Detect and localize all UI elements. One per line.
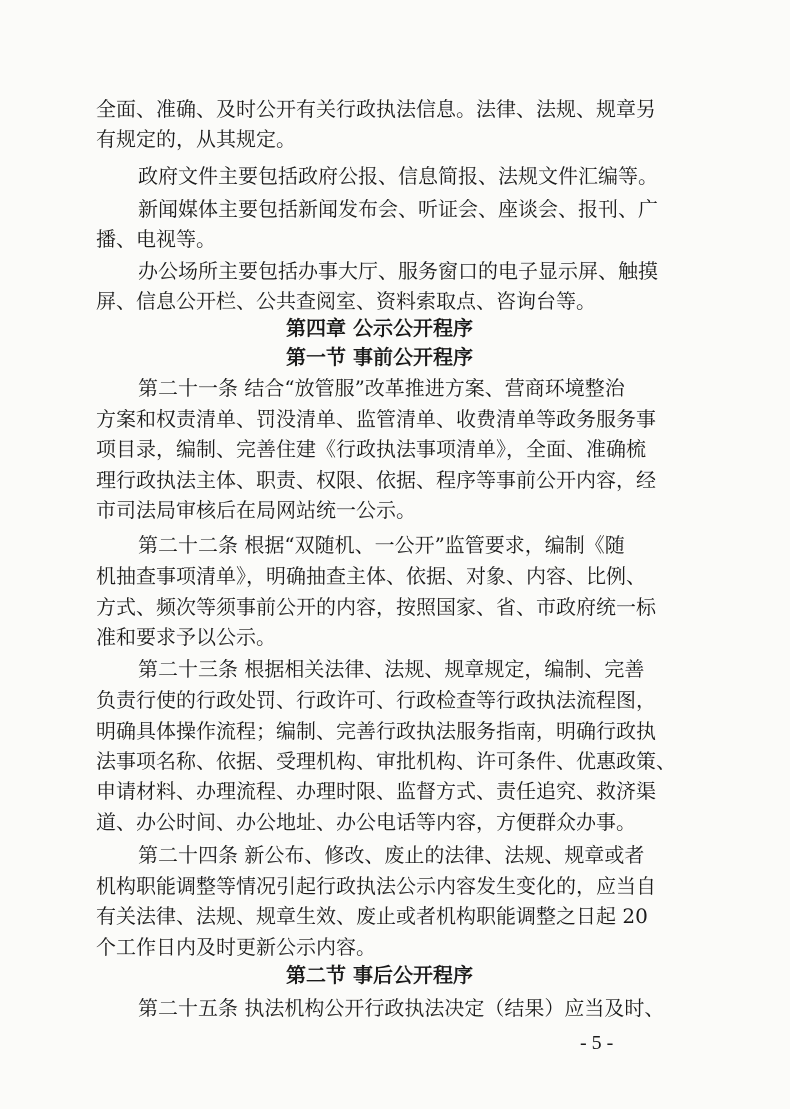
line-text: 方案和权责清单、罚没清单、监管清单、收费清单等政务服务事 xyxy=(96,407,656,431)
text-line xyxy=(0,161,790,191)
text-line xyxy=(0,530,790,560)
text-line xyxy=(0,124,790,154)
line-text: 准和要求予以公示。 xyxy=(96,625,276,649)
chapter-title: 第四章 公示公开程序 xyxy=(286,316,473,340)
line-text: 办公场所主要包括办事大厅、服务窗口的电子显示屏、触摸 xyxy=(138,259,658,283)
line-text: 播、电视等。 xyxy=(96,227,216,251)
line-text: 第二十五条 执法机构公开行政执法决定（结果）应当及时、 xyxy=(138,996,665,1020)
text-line xyxy=(0,746,790,776)
line-text: 有关法律、法规、规章生效、废止或者机构职能调整之日起 20 xyxy=(96,904,648,928)
text-line xyxy=(0,561,790,591)
line-text: 第二十四条 新公布、修改、废止的法律、法规、规章或者 xyxy=(138,843,645,867)
text-line xyxy=(0,901,790,931)
text-line xyxy=(0,716,790,746)
line-text: 个工作日内及时更新公示内容。 xyxy=(96,935,376,959)
text-line xyxy=(0,194,790,224)
section-title: 第二节 事后公开程序 xyxy=(286,963,473,987)
text-line xyxy=(0,932,790,962)
line-text: 申请材料、办理流程、办理时限、监督方式、责任追究、救济渠 xyxy=(96,779,656,803)
line-text: 有规定的，从其规定。 xyxy=(96,127,296,151)
text-line xyxy=(0,871,790,901)
line-text: 明确具体操作流程；编制、完善行政执法服务指南，明确行政执 xyxy=(96,719,656,743)
text-line xyxy=(0,993,790,1023)
page-number: - 5 - xyxy=(580,1032,614,1054)
line-text: 第二十三条 根据相关法律、法规、规章规定，编制、完善 xyxy=(138,657,645,681)
line-text: 法事项名称、依据、受理机构、审批机构、许可条件、优惠政策、 xyxy=(96,749,676,773)
text-line xyxy=(0,495,790,525)
section-title: 第一节 事前公开程序 xyxy=(286,345,473,369)
text-line xyxy=(0,434,790,464)
section-heading xyxy=(0,960,790,990)
line-text: 政府文件主要包括政府公报、信息简报、法规文件汇编等。 xyxy=(138,164,658,188)
line-text: 新闻媒体主要包括新闻发布会、听证会、座谈会、报刊、广 xyxy=(138,197,658,221)
text-line xyxy=(0,373,790,403)
text-line xyxy=(0,685,790,715)
line-text: 方式、频次等须事前公开的内容，按照国家、省、市政府统一标 xyxy=(96,595,656,619)
text-line xyxy=(0,224,790,254)
line-text: 全面、准确、及时公开有关行政执法信息。法律、法规、规章另 xyxy=(96,97,656,121)
text-line xyxy=(0,256,790,286)
text-line xyxy=(0,465,790,495)
line-text: 第二十一条 结合“放管服”改革推进方案、营商环境整治 xyxy=(138,376,625,400)
text-line xyxy=(0,286,790,316)
text-line xyxy=(0,807,790,837)
line-text: 屏、信息公开栏、公共查阅室、资料索取点、咨询台等。 xyxy=(96,289,596,313)
chapter-heading xyxy=(0,313,790,343)
line-text: 负责行使的行政处罚、行政许可、行政检查等行政执法流程图， xyxy=(96,688,656,712)
line-text: 理行政执法主体、职责、权限、依据、程序等事前公开内容，经 xyxy=(96,468,656,492)
line-text: 机抽查事项清单》，明确抽查主体、依据、对象、内容、比例、 xyxy=(96,564,646,588)
text-line xyxy=(0,840,790,870)
line-text: 道、办公时间、办公地址、办公电话等内容，方便群众办事。 xyxy=(96,810,636,834)
text-line xyxy=(0,622,790,652)
line-text: 机构职能调整等情况引起行政执法公示内容发生变化的，应当自 xyxy=(96,874,656,898)
text-line xyxy=(0,94,790,124)
text-line xyxy=(0,654,790,684)
text-line xyxy=(0,592,790,622)
line-text: 第二十二条 根据“双随机、一公开”监管要求，编制《随 xyxy=(138,533,625,557)
section-heading xyxy=(0,342,790,372)
text-line xyxy=(0,404,790,434)
text-line xyxy=(0,776,790,806)
line-text: 项目录，编制、完善住建《行政执法事项清单》，全面、准确梳 xyxy=(96,437,646,461)
line-text: 市司法局审核后在局网站统一公示。 xyxy=(96,498,416,522)
